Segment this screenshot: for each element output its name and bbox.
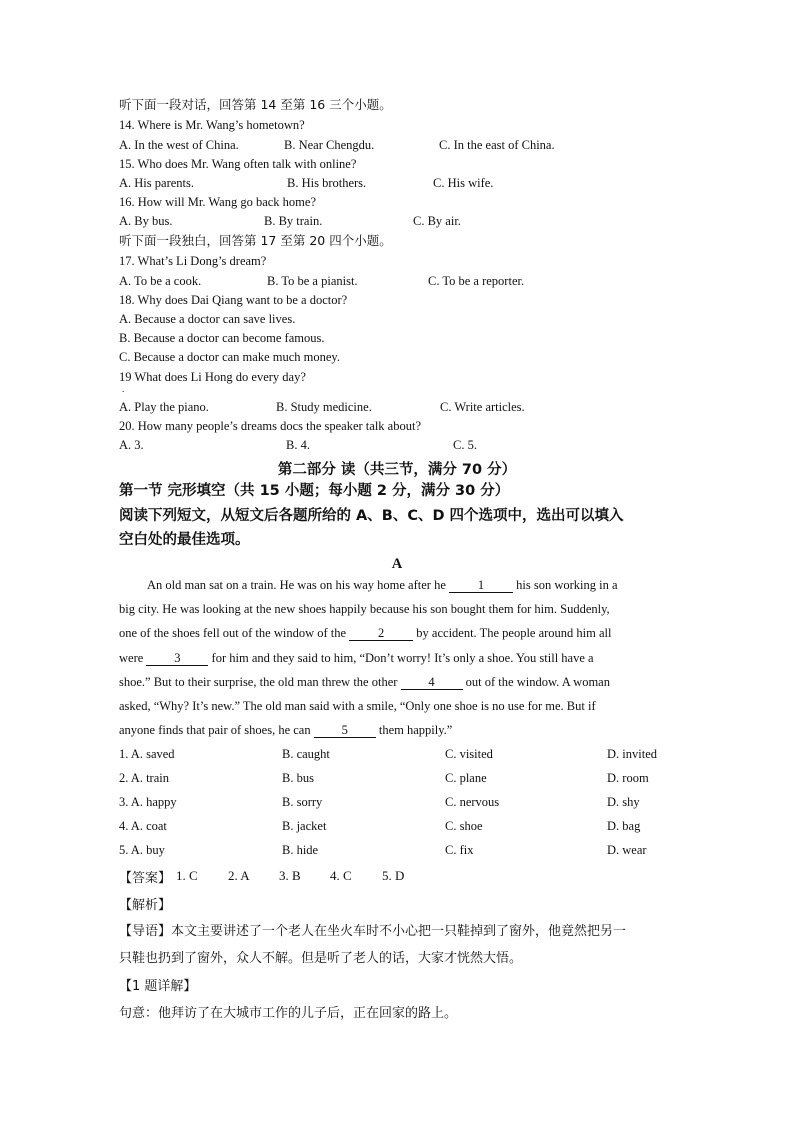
q18-option-b: B. Because a doctor can become famous.: [119, 331, 325, 345]
passage-line-3: one of the shoes fell out of the window of the 2 by accident. The people around him all: [119, 626, 612, 641]
q15-option-c: C. His wife.: [433, 176, 494, 190]
passage-line-6: asked, “Why? It’s new.” The old man said with a smile, “Only one shoe is no use for me. But if: [119, 699, 596, 714]
option-2c: C. plane: [445, 771, 487, 785]
answer-3: 3. B: [279, 868, 301, 883]
option-3b: B. sorry: [282, 795, 323, 809]
blank-2: 2: [349, 626, 413, 641]
option-2a: 2. A. train: [119, 771, 169, 785]
q20-option-b: B. 4.: [286, 438, 310, 452]
question-17: 17. What’s Li Dong’s dream?: [119, 254, 267, 268]
answer-label: 【答案】: [119, 871, 172, 886]
detail-label: 【1 题详解】: [119, 979, 197, 994]
option-5b: B. hide: [282, 843, 319, 857]
guide-line-1: 【导语】本文主要讲述了一个老人在坐火车时不小心把一只鞋掉到了窗外，他竟然把另一: [119, 924, 627, 939]
question-20: 20. How many people’s dreams docs the speaker talk about?: [119, 419, 421, 433]
answer-4: 4. C: [330, 868, 352, 883]
q17-option-b: B. To be a pianist.: [267, 274, 358, 288]
q15-option-a: A. His parents.: [119, 176, 194, 190]
passage-line-4: were 3 for him and they said to him, “Don’t worry! It’s only a shoe. You still have a: [119, 650, 594, 665]
q18-option-c: C. Because a doctor can make much money.: [119, 350, 340, 364]
answer-5: 5. D: [382, 868, 405, 883]
q16-option-a: A. By bus.: [119, 214, 173, 228]
q18-option-a: A. Because a doctor can save lives.: [119, 312, 296, 326]
option-1b: B. caught: [282, 747, 330, 761]
q19-option-b: B. Study medicine.: [276, 400, 372, 414]
passage-line-2: big city. He was looking at the new shoes happily because his son bought them for him. Suddenly,: [119, 602, 610, 617]
passage-line-1: An old man sat on a train. He was on his way home after he 1 his son working in a: [147, 578, 618, 592]
option-5c: C. fix: [445, 843, 474, 857]
q20-option-c: C. 5.: [453, 438, 477, 452]
question-19: 19 What does Li Hong do every day?: [119, 370, 306, 384]
option-4c: C. shoe: [445, 819, 483, 833]
section-title: 第一节 完形填空（共 15 小题；每小题 2 分，满分 30 分）: [119, 483, 510, 499]
question-15: 15. Who does Mr. Wang often talk with online?: [119, 157, 357, 171]
blank-5: 5: [314, 723, 376, 738]
listening-intro-17-20: 听下面一段独白，回答第 17 至第 20 四个小题。: [119, 233, 392, 248]
passage: [119, 573, 679, 742]
passage-line-7: anyone finds that pair of shoes, he can 5 them happily.”: [119, 723, 453, 738]
q14-option-b: B. Near Chengdu.: [284, 138, 375, 152]
analysis-label: 【解析】: [119, 898, 172, 913]
q17-option-c: C. To be a reporter.: [428, 274, 525, 288]
question-16: 16. How will Mr. Wang go back home?: [119, 195, 316, 209]
option-3c: C. nervous: [445, 795, 500, 809]
option-1d: D. invited: [607, 747, 657, 761]
option-3a: 3. A. happy: [119, 795, 177, 809]
q20-option-a: A. 3.: [119, 438, 144, 452]
blank-4: 4: [401, 675, 463, 690]
detail-text: 句意：他拜访了在大城市工作的儿子后，正在回家的路上。: [119, 1006, 458, 1021]
option-5a: 5. A. buy: [119, 843, 165, 857]
option-1c: C. visited: [445, 747, 493, 761]
blank-3: 3: [146, 651, 208, 666]
answer-2: 2. A: [228, 868, 250, 883]
q17-option-a: A. To be a cook.: [119, 274, 202, 288]
q19-option-a: A. Play the piano.: [119, 400, 209, 414]
guide-label: 【导语】: [119, 924, 172, 939]
q16-option-b: B. By train.: [264, 214, 323, 228]
q19-dot: .: [122, 384, 125, 394]
option-2d: D. room: [607, 771, 649, 785]
passage-line-5: shoe.” But to their surprise, the old man threw the other 4 out of the window. A woman: [119, 674, 610, 689]
part-title: 第二部分 读（共三节，满分 70 分）: [277, 462, 517, 478]
instruction-line-2: 空白处的最佳选项。: [119, 532, 250, 548]
question-18: 18. Why does Dai Qiang want to be a doctor?: [119, 293, 348, 307]
q19-option-c: C. Write articles.: [440, 400, 525, 414]
blank-1: 1: [449, 578, 513, 593]
answer-1: 1. C: [176, 868, 198, 883]
option-1a: 1. A. saved: [119, 747, 175, 761]
q14-option-c: C. In the east of China.: [439, 138, 555, 152]
q15-option-b: B. His brothers.: [287, 176, 367, 190]
question-14: 14. Where is Mr. Wang’s hometown?: [119, 118, 305, 132]
guide-line-2: 只鞋也扔到了窗外，众人不解。但是听了老人的话，大家才恍然大悟。: [119, 951, 523, 966]
instruction-line-1: 阅读下列短文，从短文后各题所给的 A、B、C、D 四个选项中，选出可以填入: [119, 508, 624, 524]
q14-option-a: A. In the west of China.: [119, 138, 239, 152]
option-4b: B. jacket: [282, 819, 327, 833]
option-4d: D. bag: [607, 819, 641, 833]
option-2b: B. bus: [282, 771, 314, 785]
listening-intro-14-16: 听下面一段对话，回答第 14 至第 16 三个小题。: [119, 97, 392, 112]
passage-label: A: [391, 556, 403, 572]
option-5d: D. wear: [607, 843, 647, 857]
option-4a: 4. A. coat: [119, 819, 167, 833]
q16-option-c: C. By air.: [413, 214, 461, 228]
option-3d: D. shy: [607, 795, 640, 809]
